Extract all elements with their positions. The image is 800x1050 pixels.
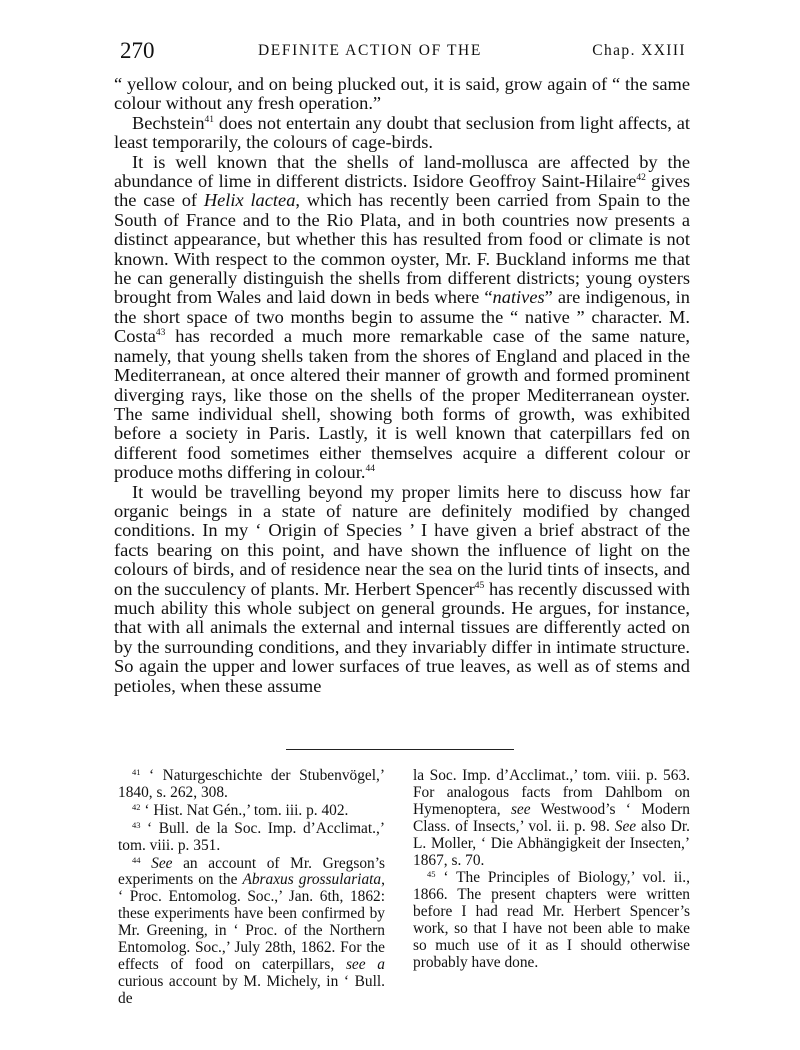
footnote-text: ‘ The Principles of Biology,’ vol. ii., 1866. The present chapters were written before I had read Mr. Herbert Spencer’s work, so that I have not been able to make so much use of it as I should otherwise probably have done.: [413, 869, 690, 971]
footnote-number: 41: [132, 767, 141, 777]
page-header: [120, 36, 686, 66]
footnote-number: 43: [132, 819, 141, 830]
footnote-text: , ‘ Proc. Entomolog. Soc.,’ Jan. 6th, 1862: these experiments have been confirmed by Mr. Greening, in ‘ Proc. of the Northern Entomolog. Soc.,’ July 28th, 1862. For the effects of food on caterpillars,: [118, 871, 385, 973]
italic-word: see: [510, 800, 531, 818]
footnote-41: [118, 768, 385, 802]
footnote-ref-41: 41: [204, 114, 215, 125]
author-name: Bechstein: [132, 112, 205, 133]
species-name: Abraxus grossulariata: [242, 871, 382, 889]
footnote-44: [118, 856, 385, 1008]
footnote-45: [413, 870, 690, 971]
paragraph-land-mollusca: [114, 153, 690, 483]
footnotes-left-column: [118, 768, 385, 1009]
page-number: 270: [120, 38, 155, 63]
paragraph-text: It would be travelling beyond my proper limits here to discuss how far organic beings in a state of nature are definitely modified by changed conditions. In my ‘ Origin of Species ’ I have given a brief abstract of the facts bearing on this point, and have shown the influence of light on the colours of birds, and of residence near the sea on the lurid tints of insects, and on the succulency of plants. Mr. Herbert Spencer: [114, 481, 690, 599]
footnote-text: also Dr. L. Moller, ‘ Die Abhängigkeit der Insecten,’ 1867, s. 70.: [413, 817, 691, 869]
paragraph-text: It is well known that the shells of land-mollusca are affected by the abundance of lime in different districts. Isidore Geoffroy Saint-Hilaire: [114, 151, 690, 192]
paragraph-text: has recorded a much more remarkable case of the same nature, namely, that young shells taken from the shores of England and placed in the Mediterranean, at once altered their manner of growth and formed prominent diverging rays, like those on the shells of the proper Mediterranean oyster. The same individual shell, showing both forms of growth, was exhibited before a society in Paris. Lastly, it is well known that caterpillars fed on different food sometimes either themselves acquire a different colour or produce moths differing in colour.: [114, 326, 690, 483]
running-head: DEFINITE ACTION OF THE: [258, 42, 482, 59]
footnote-ref-45: 45: [474, 580, 485, 591]
footnote-text: ‘ Hist. Nat Gén.,’ tom. iii. p. 402.: [140, 801, 349, 819]
footnote-text: an account of Mr. Gregson’s experiments on the: [118, 854, 385, 889]
footnote-43: [118, 821, 385, 855]
footnote-ref-44: 44: [365, 464, 375, 475]
italic-word: see a: [345, 955, 385, 973]
footnote-number: 44: [132, 854, 141, 865]
footnote-text: ‘ Naturgeschichte der Stubenvögel,’ 1840, s. 262, 308.: [118, 767, 385, 801]
paragraph-text: ” are indigenous, in the short space of two months begin to assume the “ native ” character. M. Costa: [114, 287, 690, 347]
italic-word: See: [614, 817, 637, 835]
footnote-44-continuation: [413, 768, 690, 869]
footnote-number: 42: [132, 801, 141, 812]
footnote-42: [118, 803, 385, 820]
paragraph-quote-continuation: “ yellow colour, and on being plucked out, it is said, grow again of “ the same colour without any fresh operation.”: [114, 74, 690, 114]
chapter-reference: Chap. XXIII: [592, 42, 686, 59]
main-text: [114, 75, 690, 696]
paragraph-text: does not entertain any doubt that seclusion from light affects, at least temporarily, the colours of cage-birds.: [114, 112, 690, 153]
species-name: Helix lactea: [203, 190, 296, 211]
footnote-text: Westwood’s ‘ Modern Class. of Insects,’ vol. ii. p. 98.: [413, 800, 690, 835]
footnote-text: ‘ Bull. de la Soc. Imp. d’Acclimat.,’ tom. viii. p. 351.: [118, 819, 385, 854]
footnote-ref-42: 42: [636, 173, 646, 184]
paragraph-text: has recently discussed with much ability this whole subject on general grounds. He argues, for instance, that with all animals the external and internal tissues are differently acted on by the surrounding conditions, and they invariably differ in intimate structure. So again the upper and lower surfaces of true leaves, as well as of stems and petioles, when these assume: [114, 578, 690, 696]
footnote-divider: [286, 749, 514, 750]
paragraph-text: gives the case of: [114, 171, 691, 211]
paragraph-bechstein: [114, 114, 690, 153]
footnote-ref-43: 43: [155, 328, 166, 339]
footnote-text: la Soc. Imp. d’Acclimat.,’ tom. viii. p. 563. For analogous facts from Dahlbom on Hymenoptera,: [413, 767, 690, 818]
footnote-text: curious account by M. Michely, in ‘ Bull. de: [118, 972, 385, 1007]
paragraph-organic-beings: [114, 483, 690, 696]
italic-word: natives: [492, 287, 545, 308]
footnotes-right-column: [413, 768, 690, 973]
italic-word: See: [151, 854, 173, 872]
footnote-number: 45: [427, 869, 436, 880]
paragraph-text: , which has recently been carried from Spain to the South of France and to the Rio Plata, and in both countries now presents a distinct appearance, but whether this has resulted from food or climate is not known. With respect to the common oyster, Mr. F. Buckland informs me that he can generally distinguish the shells from different districts; young oysters brought from Wales and laid down in beds where “: [114, 190, 691, 308]
